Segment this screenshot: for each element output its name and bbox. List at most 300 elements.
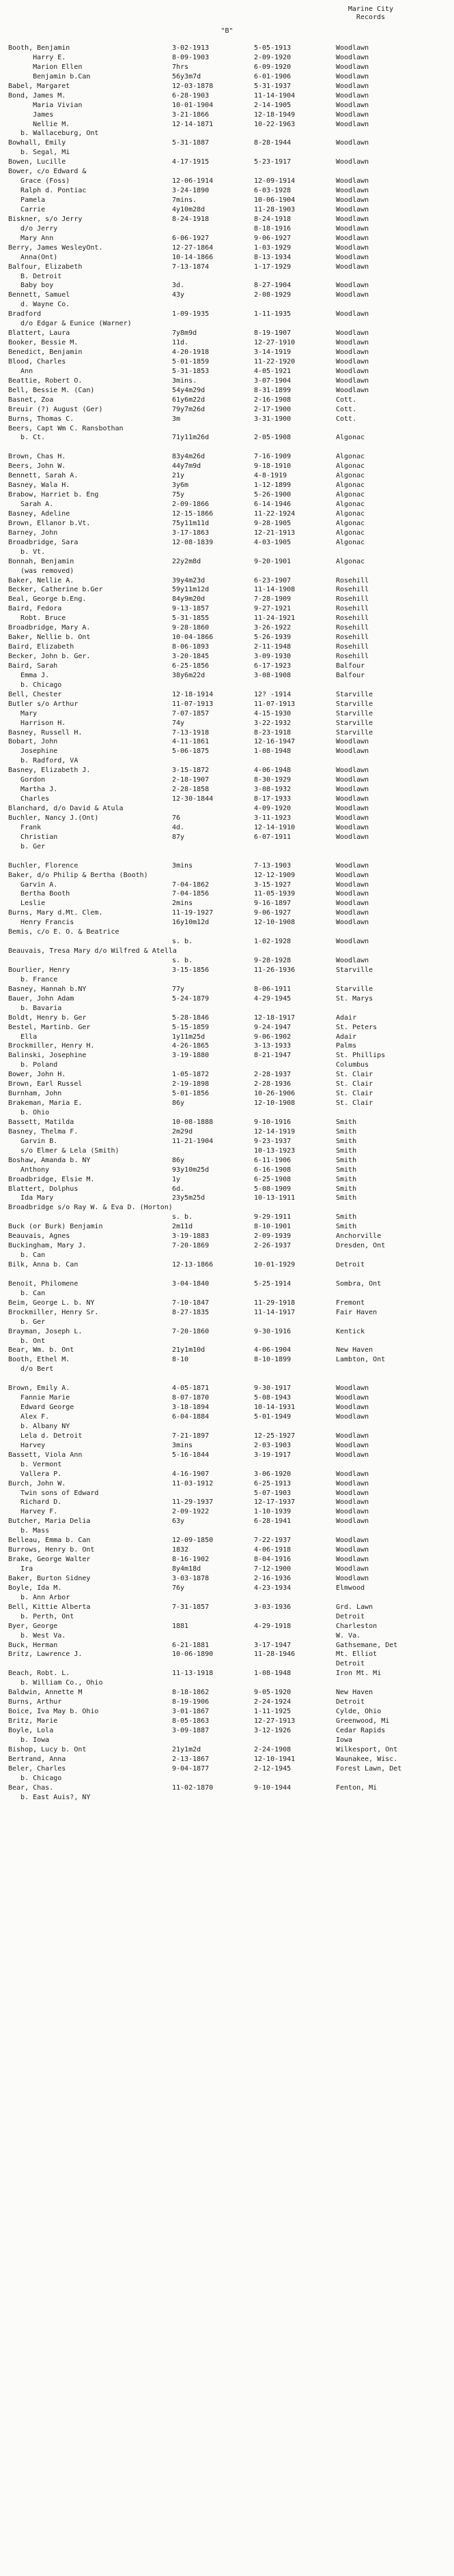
record-cemetery: Detroit — [336, 1261, 365, 1269]
record-cemetery: Detroit — [336, 1698, 365, 1706]
record-row — [8, 386, 452, 396]
record-cemetery: Smith — [336, 1166, 357, 1174]
record-birth: 6d. — [172, 1185, 185, 1193]
record-death: 2-09-1920 — [254, 53, 292, 61]
record-name: Bowen, Lucille — [8, 158, 66, 166]
record-birth: 59y11m12d — [172, 586, 210, 594]
record-row — [8, 120, 452, 130]
record-row — [8, 82, 452, 91]
record-name: b. Segal, Mi — [8, 149, 70, 157]
record-name: Ira — [8, 1565, 33, 1573]
record-birth: 3mins — [172, 861, 193, 870]
record-cemetery: Palms — [336, 1042, 357, 1050]
record-birth: 8-18-1862 — [172, 1689, 210, 1697]
record-birth: 5-31-1853 — [172, 367, 210, 375]
record-cemetery: Algonac — [336, 557, 365, 565]
record-cemetery: Algonac — [336, 482, 365, 490]
record-birth: 11d. — [172, 339, 189, 347]
record-death: 4-8-1919 — [254, 472, 287, 480]
record-name: Byer, George — [8, 1622, 58, 1630]
record-birth: 10-04-1866 — [172, 634, 214, 642]
record-cemetery: Woodlawn — [336, 263, 369, 271]
record-row — [8, 642, 452, 652]
record-death: 9-28-1905 — [254, 519, 292, 527]
record-birth: 7-20-1869 — [172, 1242, 210, 1250]
record-name: Baird, Fedora — [8, 605, 62, 613]
record-death: 8-23-1918 — [254, 728, 292, 737]
record-row — [8, 671, 452, 681]
record-row — [8, 1241, 452, 1251]
record-cemetery: Algonac — [336, 529, 365, 537]
record-row — [8, 785, 452, 795]
record-cemetery: Woodlawn — [336, 158, 369, 166]
record-cemetery: Woodlawn — [336, 880, 369, 889]
record-row — [8, 196, 452, 205]
record-cemetery: Smith — [336, 1194, 357, 1202]
record-death: 12-21-1913 — [254, 529, 296, 537]
record-row — [8, 1489, 452, 1498]
record-cemetery: Woodlawn — [336, 1498, 369, 1507]
record-death: 11-05-1939 — [254, 890, 296, 898]
record-cemetery: Iron Mt. Mi — [336, 1670, 382, 1678]
record-name: Henry Francis — [8, 919, 74, 927]
record-row — [8, 1033, 452, 1042]
record-cemetery: Woodlawn — [336, 215, 369, 223]
record-birth: 56y3m7d — [172, 72, 201, 80]
record-death: 8-17-1933 — [254, 795, 292, 803]
record-birth: 4-05-1871 — [172, 1385, 210, 1393]
record-death: 8-10-1901 — [254, 1223, 292, 1231]
record-death: 2-11-1948 — [254, 643, 292, 651]
record-birth: 7hrs — [172, 63, 189, 71]
record-cemetery: Elmwood — [336, 1584, 365, 1592]
record-name: Beler, Charles — [8, 1764, 66, 1773]
record-cemetery: Dresden, Ont — [336, 1242, 386, 1250]
record-cemetery: Woodlawn — [336, 196, 369, 204]
record-name: Basney, Elizabeth J. — [8, 767, 91, 775]
record-death: 2-14-1905 — [254, 101, 292, 109]
record-cemetery: Woodlawn — [336, 177, 369, 186]
record-cemetery: Woodlawn — [336, 339, 369, 347]
record-death: 3-19-1917 — [254, 1451, 292, 1459]
record-birth: 3mins. — [172, 376, 197, 385]
record-birth: 7-31-1857 — [172, 1603, 210, 1611]
record-name: b. Can — [8, 1252, 46, 1260]
record-row — [8, 367, 452, 376]
record-birth: 1-09-1935 — [172, 310, 210, 319]
record-name: Baker, Nellie A. — [8, 576, 74, 584]
record-row — [8, 775, 452, 785]
record-row — [8, 205, 452, 215]
record-row — [8, 690, 452, 700]
record-cemetery: Charleston — [336, 1622, 378, 1630]
record-death: 9-27-1921 — [254, 605, 292, 613]
record-death: 5-05-1913 — [254, 44, 292, 52]
record-row — [8, 1774, 452, 1783]
record-birth: 4-11-1861 — [172, 738, 210, 746]
record-birth: 10-14-1866 — [172, 253, 214, 261]
record-death: 3-13-1933 — [254, 1042, 292, 1050]
record-birth: 8-09-1903 — [172, 53, 210, 61]
record-name: Robt. Bruce — [8, 615, 66, 623]
record-cemetery: Starville — [336, 719, 373, 727]
record-cemetery: Woodlawn — [336, 367, 369, 375]
record-cemetery: Woodlawn — [336, 386, 369, 394]
record-death: 4-06-1948 — [254, 767, 292, 775]
record-cemetery: Woodlawn — [336, 224, 369, 233]
record-name: Buck (or Burk) Benjamin — [8, 1223, 103, 1231]
record-birth: 5-16-1844 — [172, 1451, 210, 1459]
record-cemetery: Adair — [336, 1033, 357, 1041]
record-cemetery: Smith — [336, 1137, 357, 1145]
record-name: Beauvais, Tresa Mary d/o Wilfred & Atella — [8, 947, 177, 956]
record-name: Lela d. Detroit — [8, 1432, 83, 1440]
record-row — [8, 167, 452, 177]
record-cemetery: Woodlawn — [336, 1470, 369, 1478]
record-name: Baird, Sarah — [8, 662, 58, 670]
record-cemetery: Grd. Lawn — [336, 1603, 373, 1611]
record-name: b. West Va. — [8, 1631, 66, 1640]
record-name: (was removed) — [8, 567, 74, 575]
record-cemetery: Woodlawn — [336, 349, 369, 356]
record-birth: 11-03-1912 — [172, 1479, 214, 1487]
record-birth: 8y4m18d — [172, 1565, 201, 1573]
record-birth: 3y6m — [172, 482, 189, 490]
record-row — [8, 1194, 452, 1203]
record-birth: 3-02-1913 — [172, 44, 210, 52]
record-cemetery: Woodlawn — [336, 1385, 369, 1393]
record-death: 7-13-1903 — [254, 861, 292, 870]
record-row — [8, 424, 452, 434]
record-row — [8, 1185, 452, 1194]
record-birth: 2-19-1898 — [172, 1080, 210, 1089]
record-death: 11-28-1903 — [254, 205, 296, 213]
record-row — [8, 1270, 452, 1279]
record-cemetery: Woodlawn — [336, 1441, 369, 1449]
record-birth: 54y4m29d — [172, 386, 205, 394]
record-cemetery: Woodlawn — [336, 376, 369, 385]
record-name: Bower, John H. — [8, 1071, 66, 1079]
record-death: 4-06-1904 — [254, 1346, 292, 1354]
record-death: 11-22-1920 — [254, 357, 296, 366]
record-row — [8, 186, 452, 196]
record-name: Bilk, Anna b. Can — [8, 1261, 79, 1269]
record-row — [8, 1764, 452, 1774]
record-death: 12-27-1913 — [254, 1717, 296, 1725]
record-birth: 4-16-1907 — [172, 1470, 210, 1478]
record-birth: 2m11d — [172, 1223, 193, 1231]
record-row — [8, 1707, 452, 1717]
record-name: Harry E. — [8, 53, 66, 61]
record-name: Burns, Arthur — [8, 1698, 62, 1706]
record-birth: 77y — [172, 985, 185, 993]
record-birth: 12-08-1839 — [172, 538, 214, 546]
record-death: 4-09-1920 — [254, 805, 292, 812]
record-death: 8-30-1929 — [254, 776, 292, 784]
record-cemetery: Woodlawn — [336, 1574, 369, 1582]
record-row — [8, 462, 452, 471]
record-birth: 7-13-1874 — [172, 263, 210, 271]
record-birth: 76y — [172, 1584, 185, 1592]
record-name: Ralph d. Pontiac — [8, 187, 87, 195]
record-row — [8, 1422, 452, 1432]
record-row — [8, 1536, 452, 1545]
record-name: Blattert, Dolphus — [8, 1185, 79, 1193]
record-row — [8, 253, 452, 263]
record-row — [8, 1260, 452, 1270]
record-birth: 7y8m9d — [172, 329, 197, 338]
record-row — [8, 1061, 452, 1070]
record-row — [8, 129, 452, 138]
record-birth: 3m — [172, 415, 181, 423]
record-row — [8, 405, 452, 415]
record-cemetery: Mt. Elliot — [336, 1650, 378, 1659]
record-row — [8, 1308, 452, 1318]
record-birth: 3-15-1856 — [172, 966, 210, 974]
record-name: Biskner, s/o Jerry — [8, 215, 83, 223]
record-death: 9-24-1947 — [254, 1023, 292, 1031]
record-death: 3-15-1927 — [254, 880, 292, 889]
record-birth: 10-01-1904 — [172, 101, 214, 109]
record-row — [8, 1089, 452, 1099]
record-birth: 3mins — [172, 1441, 193, 1449]
record-death: 8-21-1947 — [254, 1052, 292, 1060]
record-row — [8, 1365, 452, 1374]
record-cemetery: St. Clair — [336, 1071, 373, 1079]
record-death: 10-01-1929 — [254, 1261, 296, 1269]
record-name: Bassett, Matilda — [8, 1118, 74, 1126]
record-birth: 84y9m20d — [172, 595, 205, 604]
record-death: 2-28-1937 — [254, 1071, 292, 1079]
record-cemetery: Woodlawn — [336, 357, 369, 366]
record-cemetery: Woodlawn — [336, 1556, 369, 1564]
record-name: Beers, John W. — [8, 462, 66, 471]
record-cemetery: Woodlawn — [336, 738, 369, 746]
record-row — [8, 452, 452, 462]
record-birth: 6-21-1881 — [172, 1641, 210, 1649]
record-birth: 3-24-1890 — [172, 187, 210, 195]
records-list — [8, 44, 452, 1802]
record-name: Frank — [8, 823, 42, 831]
record-death: 5-23-1917 — [254, 158, 292, 166]
record-row — [8, 852, 452, 861]
record-death: 2-26-1937 — [254, 1242, 292, 1250]
record-death: 9-18-1910 — [254, 462, 292, 471]
record-name: Christian — [8, 833, 58, 841]
record-birth: 11-13-1918 — [172, 1670, 214, 1678]
record-name: Fannie Marie — [8, 1394, 70, 1402]
record-row — [8, 177, 452, 186]
record-birth: 4y10m28d — [172, 205, 205, 213]
record-death: 5-01-1949 — [254, 1413, 292, 1421]
record-cemetery: Woodlawn — [336, 795, 369, 803]
record-row — [8, 1346, 452, 1355]
record-birth: 4-17-1915 — [172, 158, 210, 166]
record-row — [8, 681, 452, 690]
record-birth: 3-03-1878 — [172, 1574, 210, 1582]
record-name: Burrows, Henry b. Ont — [8, 1546, 95, 1554]
record-row — [8, 234, 452, 243]
record-death: 4-29-1918 — [254, 1622, 292, 1630]
record-death: 11-26-1936 — [254, 966, 296, 974]
record-name: Beal, George b.Eng. — [8, 595, 87, 604]
record-cemetery: Sombra, Ont — [336, 1279, 382, 1288]
record-row — [8, 956, 452, 966]
record-name: Buchler, Nancy J.(Ont) — [8, 814, 99, 822]
record-name: b. Radford, VA — [8, 757, 79, 765]
record-name: d/o Bert — [8, 1365, 54, 1374]
record-row — [8, 1603, 452, 1612]
record-death: 12-14-1910 — [254, 823, 296, 831]
record-row — [8, 357, 452, 367]
record-name: Boyle, Ida M. — [8, 1584, 62, 1592]
record-cemetery: Woodlawn — [336, 814, 369, 822]
record-birth: 11-07-1913 — [172, 700, 214, 708]
record-name: Bell, Kittie Alberta — [8, 1603, 91, 1611]
record-birth: 11-19-1927 — [172, 909, 214, 917]
record-birth: 86y — [172, 1156, 185, 1164]
record-row — [8, 947, 452, 956]
record-row — [8, 737, 452, 747]
record-name: d. Wayne Co. — [8, 301, 70, 309]
record-name: b. Perth, Ont — [8, 1612, 74, 1620]
record-name: B. Detroit — [8, 272, 62, 280]
record-name: Bond, James M. — [8, 91, 66, 100]
record-cemetery: Woodlawn — [336, 776, 369, 784]
record-death: 12-16-1947 — [254, 738, 296, 746]
record-row — [8, 481, 452, 490]
record-row — [8, 500, 452, 509]
record-row — [8, 53, 452, 63]
record-birth: 6-25-1856 — [172, 662, 210, 670]
record-name: b. Chicago — [8, 1774, 62, 1782]
record-death: 1-08-1948 — [254, 747, 292, 756]
record-cemetery: Smith — [336, 1185, 357, 1193]
record-name: Mary Ann — [8, 234, 54, 242]
record-cemetery: Detroit — [336, 1660, 365, 1668]
record-name: Belleau, Emma b. Can — [8, 1537, 91, 1545]
record-death: 8-31-1899 — [254, 386, 292, 394]
record-row — [8, 433, 452, 443]
record-cemetery: Starville — [336, 700, 373, 708]
record-death: 9-10-1916 — [254, 1118, 292, 1126]
record-row — [8, 1545, 452, 1555]
record-birth: 79y7m26d — [172, 405, 205, 413]
record-birth: 16y10m12d — [172, 919, 210, 927]
record-cemetery: Woodlawn — [336, 1546, 369, 1554]
record-birth: 2-18-1907 — [172, 776, 210, 784]
record-birth: 7-20-1860 — [172, 1327, 210, 1335]
record-name: Bonnah, Benjamin — [8, 557, 74, 565]
record-cemetery: Woodlawn — [336, 786, 369, 794]
record-cemetery: Woodlawn — [336, 957, 369, 964]
record-cemetery: Woodlawn — [336, 1537, 369, 1545]
record-row — [8, 918, 452, 928]
record-row — [8, 281, 452, 291]
record-death: 3-08-1908 — [254, 671, 292, 679]
record-row — [8, 1137, 452, 1146]
record-name: Maria Vivian — [8, 101, 83, 109]
record-death: 11-28-1946 — [254, 1650, 296, 1659]
record-row — [8, 1555, 452, 1565]
record-name: Charles — [8, 795, 50, 803]
record-cemetery: Woodlawn — [336, 1565, 369, 1573]
record-death: 12-25-1927 — [254, 1432, 296, 1440]
record-death: 3-31-1900 — [254, 415, 292, 423]
record-death: 12-18-1917 — [254, 1013, 296, 1022]
record-row — [8, 396, 452, 405]
record-row — [8, 719, 452, 728]
record-birth: 10-08-1888 — [172, 1118, 214, 1126]
record-death: 1-12-1899 — [254, 482, 292, 490]
record-birth: 8-16-1902 — [172, 1556, 210, 1564]
record-death: 4-29-1945 — [254, 994, 292, 1003]
record-death: 5-08-1909 — [254, 1185, 292, 1193]
record-cemetery: Detroit — [336, 1612, 365, 1620]
record-cemetery: Smith — [336, 1213, 357, 1222]
record-birth: 5-01-1856 — [172, 1090, 210, 1098]
record-death: 3-09-1930 — [254, 653, 292, 660]
record-row — [8, 1289, 452, 1299]
record-name: b. Ger — [8, 842, 46, 850]
record-death: 12-10-1908 — [254, 1099, 296, 1108]
record-cemetery: Woodlawn — [336, 823, 369, 831]
record-cemetery: Woodlawn — [336, 253, 369, 261]
record-name: Basney, Hannah b.NY — [8, 985, 87, 993]
record-cemetery: Balfour — [336, 671, 365, 679]
record-row — [8, 519, 452, 529]
record-birth: 1832 — [172, 1546, 189, 1554]
record-death: 3-03-1936 — [254, 1603, 292, 1611]
record-birth: 39y4m23d — [172, 576, 205, 584]
record-birth: 3-01-1867 — [172, 1708, 210, 1716]
record-cemetery: Woodlawn — [336, 1489, 369, 1497]
record-birth: 5-01-1859 — [172, 357, 210, 366]
record-birth: 1y11m25d — [172, 1033, 205, 1041]
record-death: 9-28-1928 — [254, 957, 292, 964]
record-name: Baby boy — [8, 282, 54, 290]
record-cemetery: Woodlawn — [336, 234, 369, 242]
record-birth: 3-19-1883 — [172, 1232, 210, 1241]
record-row — [8, 1004, 452, 1013]
record-death: 2-08-1929 — [254, 291, 292, 299]
record-death: 11-14-1904 — [254, 91, 296, 100]
record-name: Ann — [8, 367, 33, 375]
record-death: 2-16-1936 — [254, 1574, 292, 1582]
record-row — [8, 110, 452, 120]
record-cemetery: Woodlawn — [336, 890, 369, 898]
record-row — [8, 1678, 452, 1688]
record-row — [8, 1023, 452, 1033]
record-cemetery: Rosehill — [336, 624, 369, 632]
record-death: 12-27-1910 — [254, 339, 296, 347]
record-row — [8, 443, 452, 452]
record-cemetery: Woodlawn — [336, 1413, 369, 1421]
record-name: Brake, George Walter — [8, 1556, 91, 1564]
record-name: Ella — [8, 1033, 38, 1041]
record-death: 9-16-1897 — [254, 900, 292, 908]
record-name: Boyle, Lola — [8, 1726, 54, 1734]
record-birth: 93y10m25d — [172, 1166, 210, 1174]
record-cemetery: Fremont — [336, 1299, 365, 1307]
record-cemetery: Woodlawn — [336, 1394, 369, 1402]
record-row — [8, 842, 452, 852]
record-name: b. Mass — [8, 1527, 50, 1535]
record-cemetery: Algonac — [336, 519, 365, 527]
record-name: Brown, Ellanor b.Vt. — [8, 519, 91, 527]
record-name: Bobart, John — [8, 738, 58, 746]
record-birth: 61y6m22d — [172, 396, 205, 404]
